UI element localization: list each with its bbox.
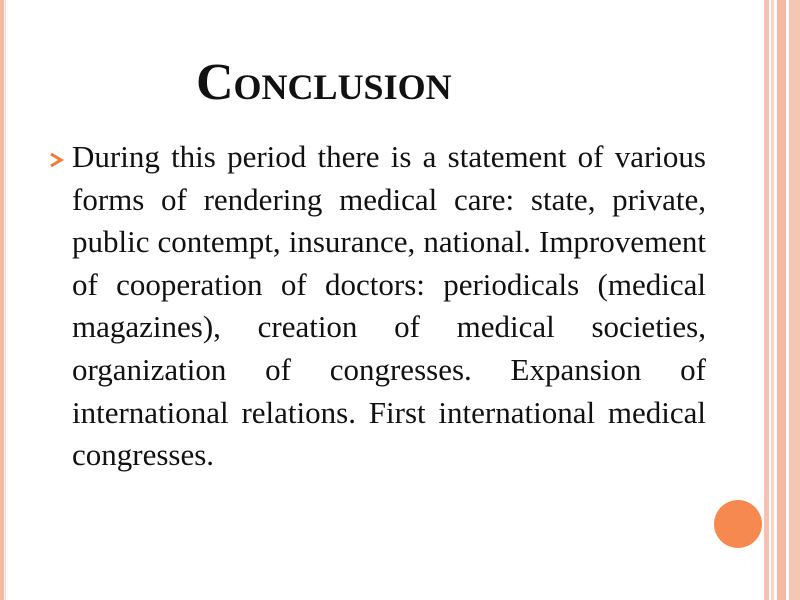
bullet-text: During this period there is a statement of various forms of rendering medical care: state, private, public contempt, insurance, national. Improvement of cooperation of doctors: periodicals (medical magazines), creation of medical societies, organization of congresses. Expansion of international relations. First international medical congresses.	[72, 139, 706, 473]
left-border-inner	[5, 0, 6, 600]
right-stripe	[789, 0, 800, 600]
accent-circle	[714, 500, 762, 548]
left-border	[0, 0, 4, 600]
right-stripe	[764, 0, 769, 600]
right-stripe	[777, 0, 786, 600]
right-stripe	[771, 0, 774, 600]
slide-title: Conclusion	[196, 54, 452, 111]
bullet-arrow-icon	[48, 152, 66, 168]
